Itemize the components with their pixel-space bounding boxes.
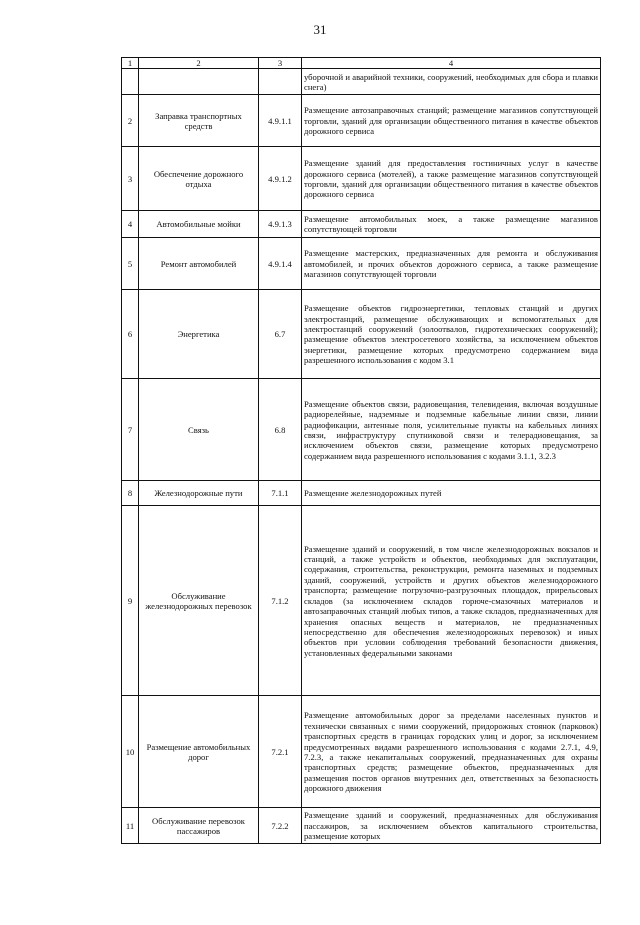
- row-code: 7.2.1: [259, 696, 302, 808]
- row-number: 4: [122, 211, 139, 238]
- row-description: Размещение железнодорожных путей: [302, 481, 601, 506]
- row-description: Размещение автозаправочных станций; размещение магазинов сопутствующей торговли, зданий для организации общественного питания в качестве объектов дорожного сервиса: [302, 95, 601, 147]
- row-description: уборочной и аварийной техники, сооружений, необходимых для сбора и плавки снега): [302, 69, 601, 95]
- row-code: 4.9.1.1: [259, 95, 302, 147]
- row-description: Размещение зданий для предоставления гостиничных услуг в качестве дорожного сервиса (мотелей), а также размещение магазинов сопутствующей торговли, зданий для организации общественного питания в качестве объектов дорожного сервиса: [302, 147, 601, 211]
- row-code: 7.2.2: [259, 808, 302, 844]
- row-code: 4.9.1.3: [259, 211, 302, 238]
- header-col-3: 3: [259, 58, 302, 69]
- table-row: [122, 238, 601, 290]
- table-header: [122, 58, 601, 69]
- table-row: [122, 147, 601, 211]
- row-code: 6.8: [259, 379, 302, 481]
- row-name: Автомобильные мойки: [139, 211, 259, 238]
- header-col-2: 2: [139, 58, 259, 69]
- page-number: 31: [313, 22, 327, 37]
- row-number: 9: [122, 506, 139, 696]
- row-code: 4.9.1.4: [259, 238, 302, 290]
- row-name: Железнодорожные пути: [139, 481, 259, 506]
- row-code: 6.7: [259, 290, 302, 379]
- table-row: [122, 808, 601, 844]
- row-code: 7.1.2: [259, 506, 302, 696]
- row-name: Связь: [139, 379, 259, 481]
- row-name: Заправка транспортных средств: [139, 95, 259, 147]
- row-name: Размещение автомобильных дорог: [139, 696, 259, 808]
- table-row: [122, 696, 601, 808]
- row-name: Обслуживание железнодорожных перевозок: [139, 506, 259, 696]
- row-number: 7: [122, 379, 139, 481]
- row-description: Размещение зданий и сооружений, предназначенных для обслуживания пассажиров, за исключением объектов капитального строительства, размещение которых: [302, 808, 601, 844]
- row-name: Обеспечение дорожного отдыха: [139, 147, 259, 211]
- row-number: 6: [122, 290, 139, 379]
- header-row: [122, 58, 601, 69]
- land-use-table: [121, 57, 601, 844]
- table-row: [122, 506, 601, 696]
- row-description: Размещение автомобильных дорог за пределами населенных пунктов и технически связанных с ними сооружений, придорожных стоянок (парковок) транспортных средств в границах городских улиц и дорог, за исключением предусмотренных видами разрешенного использования с кодами 2.7.1, 4.9, 7.2.3, а также некапитальных сооружений, предназначенных для охраны транспортных средств; размещение объектов, предназначенных для размещения постов органов внутренних дел, ответственных за безопасность дорожного движения: [302, 696, 601, 808]
- table-row: [122, 211, 601, 238]
- row-description: Размещение зданий и сооружений, в том числе железнодорожных вокзалов и станций, а также устройств и объектов, необходимых для эксплуатации, содержания, строительства, реконструкции, ремонта наземных и подземных зданий, сооружений, устройств и других объектов железнодорожного транспорта; размещение погрузочно-разгрузочных площадок, прирельсовых складов (за исключением складов горюче-смазочных материалов и автозаправочных станций любых типов, а также складов, предназначенных для хранения опасных веществ и материалов, не предназначенных непосредственно для обеспечения железнодорожных перевозок) и иных объектов при условии соблюдения требований безопасности движения, установленных федеральными законами: [302, 506, 601, 696]
- row-number: 5: [122, 238, 139, 290]
- table-row: [122, 481, 601, 506]
- row-name: Обслуживание перевозок пассажиров: [139, 808, 259, 844]
- row-name: Энергетика: [139, 290, 259, 379]
- row-code: [259, 69, 302, 95]
- row-description: Размещение мастерских, предназначенных для ремонта и обслуживания автомобилей, и прочих объектов дорожного сервиса, а также размещение магазинов сопутствующей торговли: [302, 238, 601, 290]
- row-number: [122, 69, 139, 95]
- table-row: [122, 95, 601, 147]
- table-row: [122, 379, 601, 481]
- row-number: 8: [122, 481, 139, 506]
- row-description: Размещение объектов гидроэнергетики, тепловых станций и других электростанций, размещение обслуживающих и вспомогательных для электростанций сооружений (золоотвалов, гидротехнических сооружений); размещение объектов электросетевого хозяйства, за исключением объектов энергетики, размещение которых предусмотрено содержанием вида разрешенного использования с кодом 3.1: [302, 290, 601, 379]
- table-row: [122, 290, 601, 379]
- header-col-1: 1: [122, 58, 139, 69]
- row-number: 2: [122, 95, 139, 147]
- row-name: [139, 69, 259, 95]
- header-col-4: 4: [302, 58, 601, 69]
- row-code: 4.9.1.2: [259, 147, 302, 211]
- row-number: 3: [122, 147, 139, 211]
- row-number: 10: [122, 696, 139, 808]
- row-name: Ремонт автомобилей: [139, 238, 259, 290]
- table-body: [122, 69, 601, 844]
- row-number: 11: [122, 808, 139, 844]
- row-description: Размещение объектов связи, радиовещания, телевидения, включая воздушные радиорелейные, надземные и подземные кабельные линии связи, линии радиофикации, антенные поля, усилительные пункты на кабельных линиях связи, инфраструктуру спутниковой связи и телерадиовещания, за исключением объектов связи, размещение которых предусмотрено содержанием вида разрешенного использования с кодами 3.1.1, 3.2.3: [302, 379, 601, 481]
- row-description: Размещение автомобильных моек, а также размещение магазинов сопутствующей торговли: [302, 211, 601, 238]
- table-row: [122, 69, 601, 95]
- row-code: 7.1.1: [259, 481, 302, 506]
